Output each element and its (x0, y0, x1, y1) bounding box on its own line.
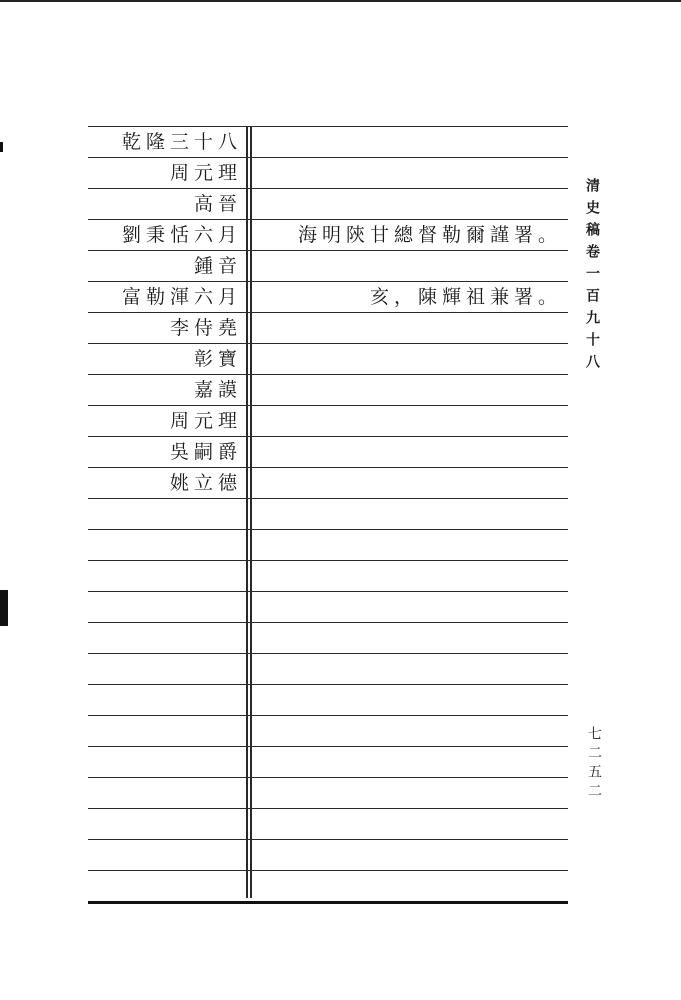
appointment-note-cell (254, 406, 562, 437)
official-name-cell (88, 499, 242, 530)
appointment-note-cell (254, 716, 562, 747)
official-name-cell (88, 530, 242, 561)
official-name-cell (88, 561, 242, 592)
official-name-cell (88, 778, 242, 809)
official-name-cell: 李侍堯 (169, 317, 242, 339)
official-name-cell: 鍾音 (193, 255, 242, 277)
margin-book-title: 清史稿卷一百九十八 (584, 178, 600, 376)
appointment-note-cell (254, 375, 562, 406)
appointment-note-cell: 海明陝甘總督勒爾謹署。 (297, 224, 562, 246)
appointment-note-cell (254, 809, 562, 840)
official-name-cell: 富勒渾六月 (121, 286, 242, 308)
appointment-note-cell (254, 747, 562, 778)
official-name-cell: 周元理 (169, 162, 242, 184)
appointment-note-cell (254, 468, 562, 499)
official-name-cell (88, 654, 242, 685)
scan-edge-mark (0, 590, 8, 626)
column-divider (246, 126, 248, 898)
official-name-cell: 嘉謨 (193, 379, 242, 401)
appointment-note-cell (254, 530, 562, 561)
appointment-note-cell (254, 592, 562, 623)
appointment-note-cell (254, 623, 562, 654)
official-name-cell: 周元理 (169, 410, 242, 432)
appointment-note-cell (254, 251, 562, 282)
appointment-note-cell (254, 561, 562, 592)
official-name-cell (88, 716, 242, 747)
official-name-cell (88, 623, 242, 654)
appointment-note-cell (254, 313, 562, 344)
official-name-cell: 乾隆三十八 (121, 131, 242, 153)
appointment-note-cell (254, 189, 562, 220)
appointment-note-cell (254, 871, 562, 902)
margin-page-number: 七二五二 (586, 726, 602, 802)
appointment-note-cell (254, 344, 562, 375)
official-name-cell (88, 592, 242, 623)
official-name-cell: 高晉 (193, 193, 242, 215)
official-name-cell (88, 685, 242, 716)
official-name-cell (88, 840, 242, 871)
appointment-note-cell (254, 654, 562, 685)
official-name-cell (88, 871, 242, 902)
appointment-note-cell (254, 127, 562, 158)
official-name-cell (88, 747, 242, 778)
appointment-note-cell (254, 778, 562, 809)
official-name-cell: 吳嗣爵 (169, 441, 242, 463)
appointment-note-cell (254, 437, 562, 468)
table-bottom-rule (88, 901, 568, 904)
appointment-note-cell (254, 840, 562, 871)
column-divider (250, 126, 252, 898)
official-name-cell (88, 809, 242, 840)
page-top-border (0, 0, 681, 2)
appointment-note-cell: 亥，陳輝祖兼署。 (369, 286, 562, 308)
appointment-note-cell (254, 685, 562, 716)
official-table (88, 126, 568, 906)
official-name-cell: 劉秉恬六月 (121, 224, 242, 246)
appointment-note-cell (254, 499, 562, 530)
appointment-note-cell (254, 158, 562, 189)
scan-edge-mark (0, 142, 3, 152)
official-name-cell: 姚立德 (169, 472, 242, 494)
official-name-cell: 彰寶 (193, 348, 242, 370)
